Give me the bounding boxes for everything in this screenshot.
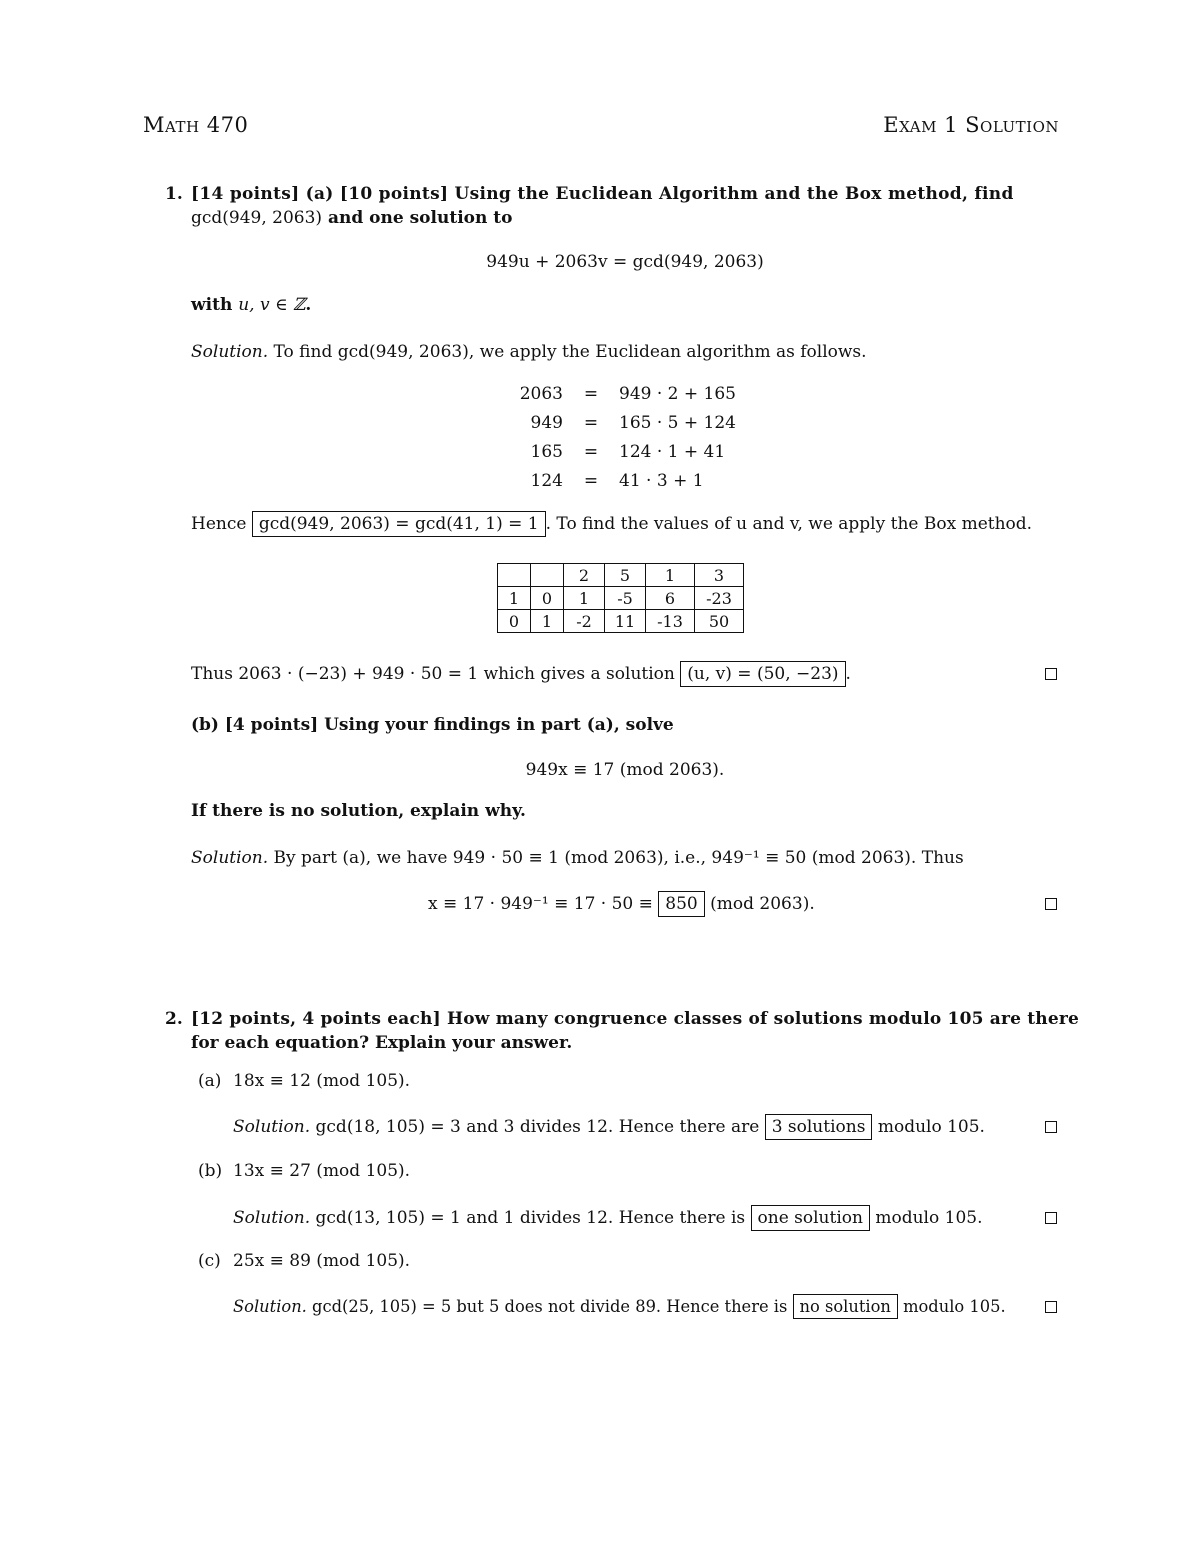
euclid-rhs: 124 · 1 + 41	[619, 441, 726, 462]
q2b-solution-suffix: modulo 105.	[869, 1208, 983, 1228]
box-cell: -5	[605, 587, 646, 610]
box-cell: 5	[605, 564, 646, 587]
q2-number: 2.	[165, 1009, 183, 1029]
euclid-eq: =	[583, 412, 599, 433]
q2c-answer-box: no solution	[793, 1294, 898, 1319]
q1-thus-prefix: Thus 2063 · (−23) + 949 · 50 = 1 which gives a solution	[191, 664, 681, 684]
q2c-solution	[233, 1297, 1006, 1316]
box-cell: 1	[646, 564, 695, 587]
euclid-rhs: 165 · 5 + 124	[619, 412, 736, 433]
qed-square-icon	[1045, 1301, 1057, 1313]
q1b-solution-label: Solution.	[191, 848, 269, 868]
q1-with-suffix: .	[305, 295, 312, 315]
q1b-final-line	[428, 894, 815, 914]
q2a-solution-label: Solution.	[233, 1117, 311, 1137]
q1b-stem: (b) [4 points] Using your findings in part (a), solve	[191, 715, 674, 735]
q1b-final-prefix: x ≡ 17 · 949⁻¹ ≡ 17 · 50 ≡	[428, 894, 659, 914]
euclid-eq: =	[583, 470, 599, 491]
box-cell: 50	[695, 610, 744, 633]
q2c-solution-suffix: modulo 105.	[897, 1297, 1006, 1316]
q2b-solution-label: Solution.	[233, 1208, 311, 1228]
q1b-answer-box: 850	[658, 891, 704, 917]
euclid-rhs: 41 · 3 + 1	[619, 470, 704, 491]
euclid-row	[503, 379, 759, 408]
q2a-answer-box: 3 solutions	[765, 1114, 873, 1140]
q1-stem-rest: and one solution to	[322, 208, 513, 228]
q1-with-math: u, v ∈ ℤ	[238, 295, 306, 315]
euclid-lhs: 949	[530, 412, 563, 433]
box-cell: -2	[564, 610, 605, 633]
q1-gcd-answer-box: gcd(949, 2063) = gcd(41, 1) = 1	[252, 511, 546, 537]
q2b-answer-box: one solution	[751, 1205, 870, 1231]
box-cell: -23	[695, 587, 744, 610]
box-cell	[531, 564, 564, 587]
qed-square-icon	[1045, 1121, 1057, 1133]
q1-hence-suffix: . To find the values of u and v, we apply the Box method.	[545, 514, 1033, 534]
q1-uv-answer-box: (u, v) = (50, −23)	[680, 661, 845, 687]
box-cell: -13	[646, 610, 695, 633]
q2a-solution	[233, 1117, 985, 1137]
euclid-lhs: 124	[530, 470, 563, 491]
box-cell: 0	[498, 610, 531, 633]
euclid-table	[503, 379, 759, 495]
q1b-final-suffix: (mod 2063).	[704, 894, 815, 914]
q1b-solution-line	[191, 848, 964, 868]
q1-solution-label: Solution.	[191, 342, 269, 362]
euclid-row	[503, 408, 759, 437]
q1-with-prefix: with	[191, 295, 239, 315]
box-cell: 6	[646, 587, 695, 610]
euclid-lhs: 165	[530, 441, 563, 462]
q2-stem-line2: for each equation? Explain your answer.	[191, 1033, 573, 1053]
box-row	[498, 610, 744, 633]
q2a-label: (a)	[198, 1071, 222, 1091]
box-cell	[498, 564, 531, 587]
q1-solution-text: To find gcd(949, 2063), we apply the Euclidean algorithm as follows.	[268, 342, 867, 362]
q2b-label: (b)	[198, 1161, 223, 1181]
q2-stem-line1: [12 points, 4 points each] How many congruence classes of solutions modulo 105 are there	[191, 1009, 1080, 1029]
q2a-solution-suffix: modulo 105.	[872, 1117, 985, 1137]
q1-with-line	[191, 295, 311, 315]
q1-display-equation: 949u + 2063v = gcd(949, 2063)	[486, 252, 764, 272]
q1-hence-line	[191, 514, 1032, 534]
qed-square-icon	[1045, 1212, 1057, 1224]
q1b-equation: 949x ≡ 17 (mod 2063).	[525, 760, 725, 780]
euclid-row	[503, 466, 759, 495]
box-cell: 0	[531, 587, 564, 610]
q1b-no-solution-note: If there is no solution, explain why.	[191, 801, 526, 821]
q1-thus-suffix: .	[845, 664, 851, 684]
q1-number: 1.	[165, 184, 183, 204]
q2b-solution	[233, 1208, 983, 1228]
header-exam-title: Exam 1 Solution	[883, 113, 1059, 137]
q1-solution-intro	[191, 342, 867, 362]
box-cell: 2	[564, 564, 605, 587]
q1-hence-prefix: Hence	[191, 514, 252, 534]
euclid-rhs: 949 · 2 + 165	[619, 383, 736, 404]
q2c-solution-label: Solution.	[233, 1297, 307, 1316]
box-cell: 1	[531, 610, 564, 633]
q2b-solution-prefix: gcd(13, 105) = 1 and 1 divides 12. Hence there is	[310, 1208, 751, 1228]
box-cell: 1	[498, 587, 531, 610]
q1-stem-line2	[191, 208, 512, 228]
box-row	[498, 587, 744, 610]
euclid-lhs: 2063	[519, 383, 563, 404]
euclid-eq: =	[583, 441, 599, 462]
q1-stem-line1: [14 points] (a) [10 points] Using the Euclidean Algorithm and the Box method, find	[191, 184, 1014, 204]
qed-square-icon	[1045, 668, 1057, 680]
euclid-row	[503, 437, 759, 466]
box-cell: 1	[564, 587, 605, 610]
q2c-solution-prefix: gcd(25, 105) = 5 but 5 does not divide 89. Hence there is	[306, 1297, 793, 1316]
q2b-equation: 13x ≡ 27 (mod 105).	[233, 1161, 411, 1181]
box-method-table	[497, 563, 744, 633]
euclid-eq: =	[583, 383, 599, 404]
qed-square-icon	[1045, 898, 1057, 910]
box-row	[498, 564, 744, 587]
q2c-equation: 25x ≡ 89 (mod 105).	[233, 1251, 411, 1271]
q1b-solution-text: By part (a), we have 949 · 50 ≡ 1 (mod 2063), i.e., 949⁻¹ ≡ 50 (mod 2063). Thus	[268, 848, 964, 868]
header-course: Math 470	[143, 113, 249, 137]
box-cell: 11	[605, 610, 646, 633]
q1-thus-line	[191, 664, 851, 684]
q2a-equation: 18x ≡ 12 (mod 105).	[233, 1071, 411, 1091]
q1-stem-gcd: gcd(949, 2063)	[191, 208, 323, 228]
box-cell: 3	[695, 564, 744, 587]
q2c-label: (c)	[198, 1251, 221, 1271]
q2a-solution-prefix: gcd(18, 105) = 3 and 3 divides 12. Hence there are	[310, 1117, 765, 1137]
